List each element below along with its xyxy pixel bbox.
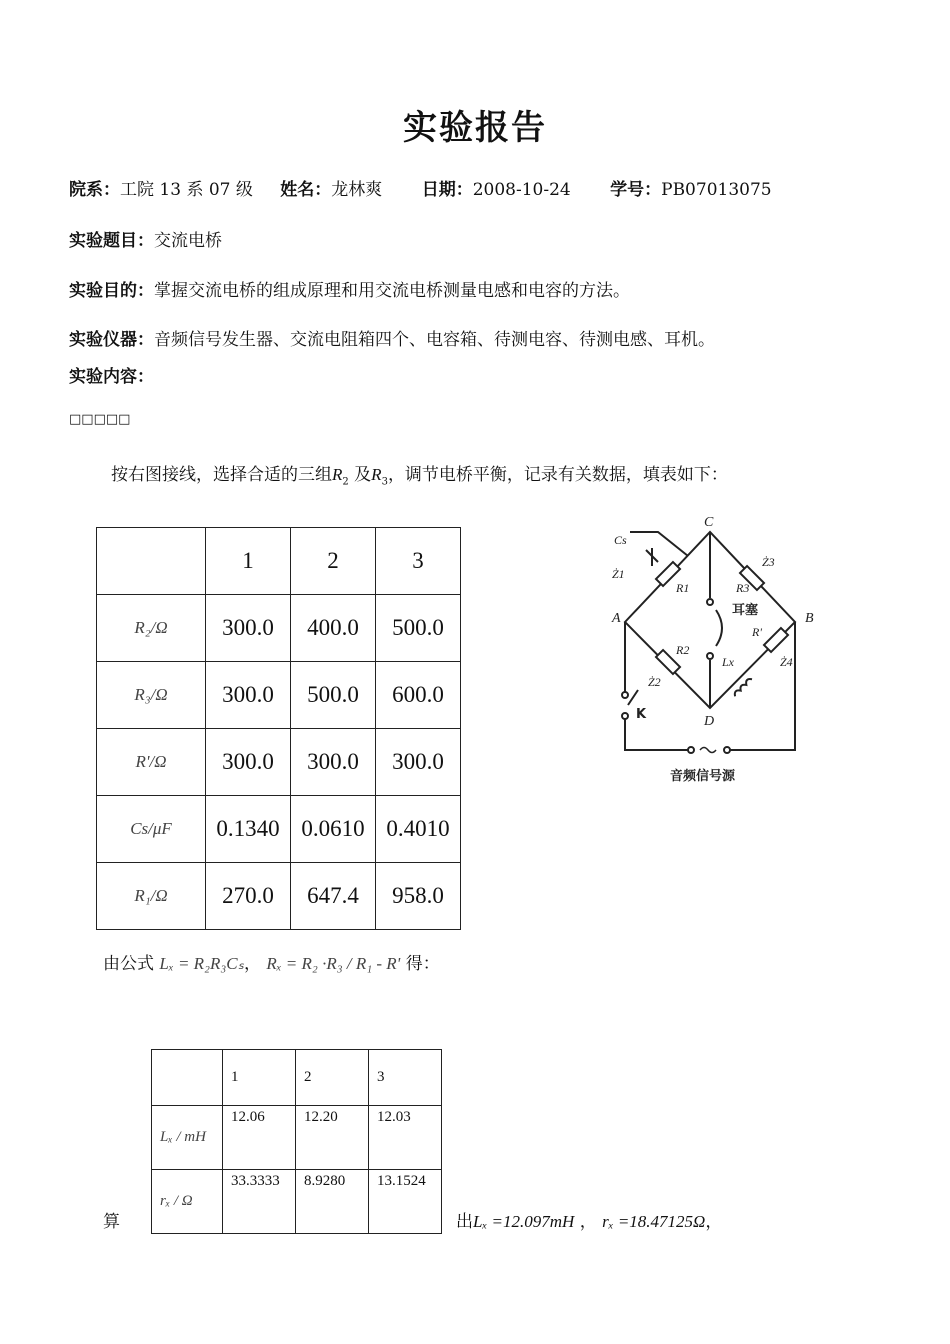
section-heading: □□□□□ — [69, 412, 131, 427]
instruments-label: 实验仪器： — [69, 330, 154, 350]
bridge-circuit-diagram — [600, 510, 830, 790]
node-d-label: D — [704, 714, 715, 729]
calc-rx: rₓ =18.47125Ω — [602, 1212, 706, 1231]
row-label: R₁/Ω — [97, 863, 206, 930]
table-row — [97, 863, 461, 930]
calc-left: 算 — [103, 1212, 120, 1232]
node-c-label: C — [704, 515, 714, 530]
dept-label: 院系： — [69, 180, 120, 200]
earphone-label: 耳塞 — [732, 603, 759, 618]
calc-lx-mean: Lₓ =12.097mH — [473, 1212, 575, 1231]
dept-value: 工院 13 系 07 级 — [120, 180, 253, 200]
formula-lx: Lₓ = R₂R₃Cₛ — [159, 954, 244, 973]
rprime-label: R' — [752, 625, 762, 639]
measurement-table — [96, 527, 461, 930]
table-cell: 0.0610 — [291, 796, 376, 863]
row-label: R'/Ω — [97, 729, 206, 796]
intro-r2-sub: 2 — [342, 476, 349, 488]
formula-suffix: 得： — [405, 954, 440, 974]
date-value: 2008-10-24 — [472, 180, 571, 200]
node-b-label: B — [805, 611, 814, 626]
table-cell: 33.3333 — [223, 1170, 296, 1234]
instruments-value: 音频信号发生器、交流电阻箱四个、电容箱、待测电容、待测电感、耳机。 — [154, 330, 715, 350]
row-label: R₂/Ω — [97, 595, 206, 662]
table-header-cell: 2 — [296, 1050, 369, 1106]
table-row — [97, 729, 461, 796]
z4-label: Ż4 — [780, 655, 793, 669]
table-cell: 12.06 — [223, 1106, 296, 1170]
z3-label: Ż3 — [762, 555, 775, 569]
table-header-row — [97, 528, 461, 595]
table-header-cell: 1 — [206, 528, 291, 595]
content-label: 实验内容： — [69, 367, 154, 387]
r1-label: R1 — [676, 581, 690, 595]
table-cell: 8.9280 — [296, 1170, 369, 1234]
table-cell: 12.20 — [296, 1106, 369, 1170]
instruments-line — [69, 325, 715, 350]
result-table — [151, 1049, 442, 1234]
table-cell: 300.0 — [206, 729, 291, 796]
table-cell: 958.0 — [376, 863, 461, 930]
table-cell: 500.0 — [291, 662, 376, 729]
header-line — [69, 175, 772, 200]
table-cell: 500.0 — [376, 595, 461, 662]
row-label: Cs/μF — [97, 796, 206, 863]
table-cell: 270.0 — [206, 863, 291, 930]
table-row — [152, 1170, 442, 1234]
signal-source-label: 音频信号源 — [670, 769, 736, 784]
table-cell: 300.0 — [206, 595, 291, 662]
table-header-cell: 2 — [291, 528, 376, 595]
table-row — [97, 796, 461, 863]
intro-text-2: ，调节电桥平衡，记录有关数据，填表如下： — [387, 465, 728, 485]
row-label: rₓ / Ω — [152, 1170, 223, 1234]
purpose-value: 掌握交流电桥的组成原理和用交流电桥测量电感和电容的方法。 — [154, 281, 630, 301]
row-label: Lₓ / mH — [152, 1106, 223, 1170]
table-cell: 300.0 — [206, 662, 291, 729]
table-cell: 600.0 — [376, 662, 461, 729]
cs-label: Cs — [614, 533, 627, 547]
table-cell: 0.4010 — [376, 796, 461, 863]
z2-label: Ż2 — [648, 675, 661, 689]
content-line — [69, 362, 154, 387]
table-header-cell: 3 — [369, 1050, 442, 1106]
calc-line — [456, 1207, 722, 1232]
table-cell: 400.0 — [291, 595, 376, 662]
intro-r3-sub: 3 — [381, 476, 388, 488]
calc-end: ， — [705, 1212, 723, 1232]
table-cell: 12.03 — [369, 1106, 442, 1170]
table-cell: 647.4 — [291, 863, 376, 930]
intro-and: 及 — [354, 465, 372, 485]
r2-label: R2 — [676, 643, 690, 657]
table-header-cell — [152, 1050, 223, 1106]
table-header-cell — [97, 528, 206, 595]
table-header-cell: 1 — [223, 1050, 296, 1106]
topic-line — [69, 226, 222, 251]
topic-label: 实验题目： — [69, 231, 154, 251]
node-a-label: A — [612, 611, 621, 626]
page-title: 实验报告 — [403, 108, 547, 148]
switch-label: K — [636, 707, 647, 722]
table-header-cell: 3 — [376, 528, 461, 595]
calc-sep: ， — [579, 1212, 597, 1232]
z1-label: Ż1 — [612, 567, 625, 581]
purpose-label: 实验目的： — [69, 281, 154, 301]
table-row — [97, 662, 461, 729]
table-cell: 13.1524 — [369, 1170, 442, 1234]
lx-label: Lx — [722, 655, 734, 669]
row-label: R₃/Ω — [97, 662, 206, 729]
id-label: 学号： — [610, 180, 662, 200]
table-cell: 300.0 — [291, 729, 376, 796]
id-value: PB07013075 — [661, 180, 772, 200]
formula-prefix: 由公式 — [103, 954, 154, 974]
r3-label: R3 — [736, 581, 750, 595]
table-cell: 300.0 — [376, 729, 461, 796]
table-row — [97, 595, 461, 662]
name-value: 龙林爽 — [331, 180, 383, 200]
intro-r3: R — [371, 465, 382, 484]
date-label: 日期： — [421, 180, 473, 200]
table-header-row — [152, 1050, 442, 1106]
intro-paragraph — [111, 460, 728, 487]
purpose-line — [69, 276, 630, 301]
formula-sep: ， — [243, 954, 261, 974]
intro-text-1: 按右图接线，选择合适的三组 — [111, 465, 332, 485]
intro-r2: R — [332, 465, 343, 484]
name-label: 姓名： — [280, 180, 332, 200]
table-cell: 0.1340 — [206, 796, 291, 863]
calc-prefix: 出 — [456, 1212, 473, 1232]
formula-rx: Rₓ = R₂ ·R₃ / R₁ - R' — [266, 954, 401, 973]
table-row — [152, 1106, 442, 1170]
topic-value: 交流电桥 — [154, 231, 222, 251]
formula-line — [103, 949, 440, 974]
